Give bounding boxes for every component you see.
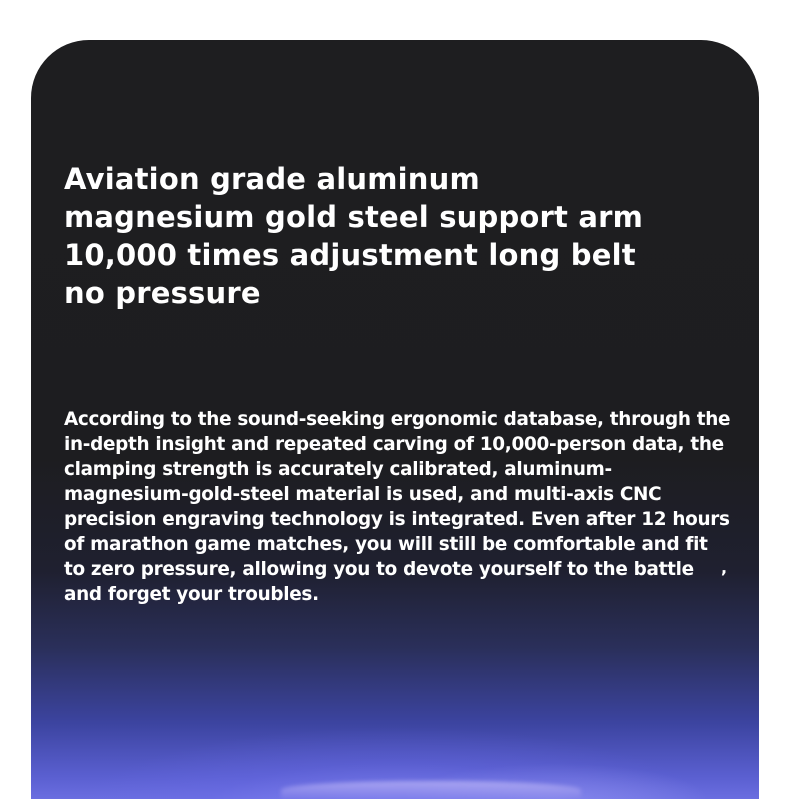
product-glow-background bbox=[31, 629, 759, 799]
product-edge-highlight bbox=[281, 781, 581, 799]
stray-comma-mark: , bbox=[721, 558, 728, 577]
feature-description: According to the sound-seeking ergonomic database, through the in-depth insight and repeated carving of 10,000-person data, the clamping strength is accurately calibrated, aluminum-magnesium-gold-steel material is used, and multi-axis CNC precision engraving technology is integrated. Even after 12 hours of marathon game matches, you will still be comfortable and fit to zero pressure, allowing you to devote yourself to the battle and forget your troubles. bbox=[64, 409, 731, 605]
feature-headline: Aviation grade aluminum magnesium gold steel support arm 10,000 times adjustment long belt no pressure bbox=[64, 162, 644, 310]
product-feature-panel bbox=[31, 40, 759, 799]
